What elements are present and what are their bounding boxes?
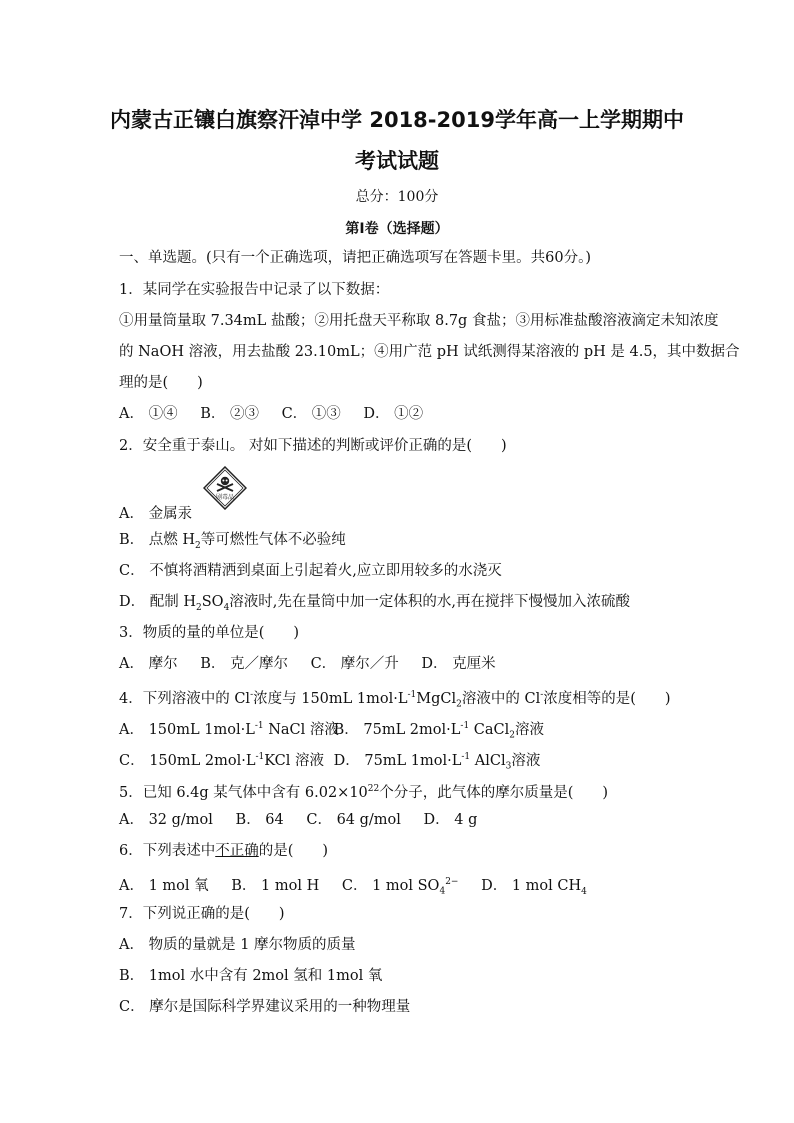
toxic-hazard-icon — [203, 466, 247, 510]
q4-option-c[interactable]: C． 150mL $2mol\cdot L^{-1}KCl$ 溶液 — [119, 752, 325, 769]
q3-option-d[interactable]: D． 克厘米 — [421, 656, 496, 672]
q5-option-a[interactable]: A． 32 g/mol — [119, 812, 213, 828]
q3-options — [119, 655, 496, 673]
q4-option-a[interactable]: A． 150mL $1mol\cdot L^{-1}$ NaCl 溶液 — [119, 721, 339, 738]
toxic-label: 剧毒品 — [215, 494, 235, 501]
q6-options — [119, 873, 587, 901]
title-line-2: 考试试题 — [355, 149, 439, 173]
q4-stem: 4．下列溶液中的 Cl-浓度与 150mL $1mol\cdot L^{-1}MgCl_2$溶液中的 Cl-浓度相等的是( ) — [119, 690, 671, 710]
q1-stem-1: 1．某同学在实验报告中记录了以下数据： — [119, 282, 390, 298]
q7-stem: 7．下列说正确的是( ) — [119, 906, 285, 922]
q5-options — [119, 811, 477, 829]
q6-option-c[interactable]: C． 1 mol $SO_4^{2-}$ — [341, 877, 459, 897]
q5-option-b[interactable]: B． 64 — [235, 812, 284, 828]
q1-stem-3: 的 NaOH 溶液，用去盐酸 23.10mL；④用广范 pH 试纸测得某溶液的 pH 是 4.5，其中数据合 — [119, 344, 740, 360]
q6-option-b[interactable]: B． 1 mol H — [231, 877, 320, 894]
q1-option-d[interactable]: D． ①② — [363, 406, 424, 422]
q1-option-c[interactable]: C． ①③ — [281, 406, 341, 422]
q2-stem: 2．安全重于泰山。 对如下描述的判断或评价正确的是( ) — [119, 438, 507, 454]
q6-stem: 6．下列表述中不正确的是( ) — [119, 843, 329, 859]
q4-option-b[interactable]: B． 75mL $2mol\cdot L^{-1}$ CaCl$_2$溶液 — [333, 721, 545, 741]
q7-option-b[interactable]: B． 1mol 水中含有 2mol 氢和 1mol 氧 — [119, 968, 383, 984]
q2-option-a[interactable]: A． 金属汞 — [119, 506, 193, 522]
q7-option-a[interactable]: A． 物质的量就是 1 摩尔物质的质量 — [119, 937, 356, 953]
q4-options-cd — [119, 748, 540, 776]
q4-options-ab — [119, 717, 544, 745]
q1-options — [119, 405, 423, 423]
q1-option-a[interactable]: A． ①④ — [119, 406, 178, 422]
q2-option-d[interactable]: D． 配制 $H_2SO_4$溶液时,先在量筒中加一定体积的水,再在搅拌下慢慢加入浓硫酸 — [119, 594, 631, 613]
total-score: 总分：100分 — [355, 189, 439, 205]
volume-heading: 第I卷（选择题） — [345, 221, 449, 237]
q4-option-d[interactable]: D． 75mL $1mol\cdot L^{-1}$ AlCl$_3$溶液 — [333, 752, 541, 772]
q2-option-b[interactable]: B． 点燃 $H_2$等可燃性气体不必验纯 — [119, 532, 346, 551]
q5-stem: 5．已知 6.4g 某气体中含有 $6.02\times 10^{22}$个分子，此气体的摩尔质量是( ) — [119, 784, 609, 801]
q3-option-c[interactable]: C． 摩尔／升 — [310, 656, 399, 672]
q3-option-a[interactable]: A． 摩尔 — [119, 656, 178, 672]
q7-option-c[interactable]: C． 摩尔是国际科学界建议采用的一种物理量 — [119, 999, 411, 1015]
q6-option-d[interactable]: D． 1 mol $CH_4$ — [481, 877, 587, 897]
q6-option-a[interactable]: A． 1 mol 氧 — [119, 877, 209, 894]
title-line-1: 内蒙古正镶白旗察汗淖中学 2018-2019学年高一上学期期中 — [110, 108, 684, 132]
q1-option-b[interactable]: B． ②③ — [200, 406, 259, 422]
section-heading: 一、单选题。(只有一个正确选项，请把正确选项写在答题卡里。共60分。) — [119, 250, 592, 266]
q1-stem-2: ①用量筒量取 7.34mL 盐酸；②用托盘天平称取 8.7g 食盐；③用标准盐酸溶液滴定未知浓度 — [119, 313, 719, 329]
q3-option-b[interactable]: B． 克／摩尔 — [200, 656, 288, 672]
q5-option-c[interactable]: C． 64 g/mol — [306, 812, 401, 828]
q2-option-c[interactable]: C． 不慎将酒精洒到桌面上引起着火,应立即用较多的水浇灭 — [119, 563, 502, 579]
q1-stem-4: 理的是( ) — [119, 375, 203, 391]
q5-option-d[interactable]: D． 4 g — [423, 812, 478, 828]
q3-stem: 3．物质的量的单位是( ) — [119, 625, 300, 641]
